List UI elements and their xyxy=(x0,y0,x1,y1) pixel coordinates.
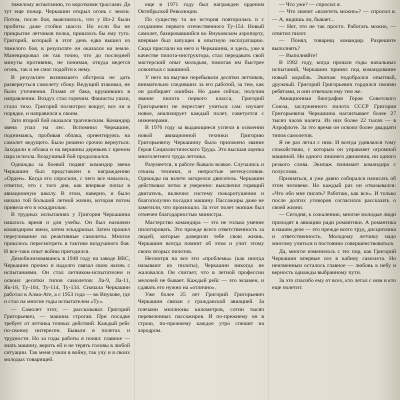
column-divider xyxy=(268,0,269,400)
paragraph: У него на выучке перебывали десятки летчиков, внимательно следивших за его работой, за тем, как он разбирает ошибки. Но даже сейчас, получив звание пилота первого класса, Григорий Григорьевич не перестает учиться сам: изучает новое, анализирует каждый полет, советуется с инженерами. xyxy=(138,74,264,124)
paragraph: По существу та же история повторилась и с созданием первого отечественного Ту-154. Новый самолет, базировавшийся во Внуковском аэропорту, впервые был запущен в опытную эксплуатацию. Сюда прислали на него и Черкашина, и здесь, уже в качестве пилота-инструктора, стал передавать свой мастерский опыт молодым, помогая им быстрее освоиться с машиной. xyxy=(138,16,264,74)
paragraph: В 1976 году за выдающиеся успехи в освоении новой авиационной техники Григорию Григорьевичу Черкашину было присвоено звание Героя Социалистического Труда. Это высшая оценка многолетнего труда летчика. xyxy=(138,125,264,161)
paragraph: — Самолет этот, — рассказывал Григорий Григорьевич, — машина строгая. При посадке требует от летчика точных действий. Каждый рейс по-своему интересен. Бывали в полетах и трудности. Но за годы работы я понял: главное — знать машину, верить ей и не терять головы в любой ситуации. Так меня учили в войну, так учу и я своих молодых товарищей. xyxy=(4,306,130,364)
paragraph: В трудных испытаниях у Григория Черкашина нашлось время и для учебы. Он был назначен командиром звена, затем эскадрильи. Затем прошел переучивание на реактивные самолеты. Многое пришлось пересмотреть в тактике воздушного боя. И все-таки опыт войны пригодился. xyxy=(4,212,130,255)
paragraph: Авиационная биография Героя Советского Союза, заслуженного пилота СССР Григория Григорьевича Черкашина насчитывает более 27 тысяч часов налета. Из них более 22 тысяч — в Аэрофлоте. За это время он освоил более двадцати типов самолетов. xyxy=(272,96,396,139)
paragraph: Однажды за боевой подвиг командир звена Черкашин был представлен к награждению «Орден». Когда его спросили, с чего все началось, ответил, что с того дня, как впервые попал в авиационную школу. В этом, наверно, и было начало той большой летной жизни, которая потом привела его в эскадрилью. xyxy=(4,161,130,211)
paragraph: Да, многое изменилось с тех пор, как Григорий Черкашин впервые сел в кабину самолета. Но неизменным осталось главное — любовь к небу и верность однажды выбранному пути. xyxy=(272,248,396,277)
paragraph: — Понял, товарищ командир. Разрешите выполнять? xyxy=(272,38,396,52)
paragraph: — Сегодня, к сожалению, многие молодые люди приходят в авиацию ради романтики. А романтика в нашем деле — это прежде всего труд, дисциплина и ответственность. Молодому летчику надо многому учиться и постоянно совершенствоваться. xyxy=(272,212,396,248)
paragraph: Уже более 25 лет Григорий Григорьевич Черкашин связан с гражданской авиацией. За плечами миллионы километров, сотни тысяч перевезенных пассажиров. И по-прежнему он в строю, по-прежнему каждое утро спешит на аэродром. xyxy=(138,292,264,335)
paragraph: Зато второй бой оказался трагическим. Командир звена упал на лес. Вспомнил Черкашин, поднимаясь, пробивая облака, ориентируясь на самолет ведущего. Было решено срочно вернуться. Заходили в облака и на вершины деревьев с креном пара исчезла. Воздушный бой продолжался. xyxy=(4,118,130,161)
paragraph: Мастерство командира — это не только умение пилотировать. Это прежде всего ответственность за людей, которые доверили тебе свою жизнь. Черкашин всегда помнит об этом и учит этому своих вторых пилотов. xyxy=(138,219,264,255)
paragraph: еще в 1971 году был награжден орденом Октябрьской Революции. xyxy=(138,2,264,16)
paragraph: — Что значит «взлететь можно»? — спросил я. — А, видишь ли, бывает... xyxy=(272,9,396,23)
text-column-middle xyxy=(138,2,264,400)
text-column-right xyxy=(272,2,396,400)
paragraph: — Выполняйте! xyxy=(279,52,318,59)
paragraph: В результате возникшего обстрела не дать развернуться самолету сбоку. Ведущий атаковал, не было уточнения. Пламя от бака, крушивших в направлении. Воздух стал горячим. Фашисты ушли, стало тихо. Григорий посмотрел вокруг, все ли в порядке, и направился к своим. xyxy=(4,74,130,117)
paragraph: Разумеется, в работе бывало всякое. Случались и отказы техники, и непростые метеоусловия. Однажды на взлете загорелся двигатель. Черкашин действовал четко и уверенно: выключил горящий двигатель, включил систему пожаротушения и благополучно посадил машину. Пассажиры даже не заметили, что произошло. За этот полет экипаж был отмечен благодарностью министра. xyxy=(138,161,264,219)
paragraph: — Что уже? — спросил я. xyxy=(279,2,341,8)
paragraph: За это спасибо ему от всех, кто летал с ним и кто еще полетит. xyxy=(272,277,396,291)
paragraph: Несмотря на все эти «проблемы» (как иногда называют их пилоты), Черкашин никогда не жаловался. Он считает, что в летной профессии мелочей не бывает. Каждый рейс — это экзамен, и сдавать его нужно на «отлично». xyxy=(138,255,264,291)
paragraph: Я не раз летал с ним. И всегда удивлялся тому спокойствию, с которым он управляет огромной машиной. Ни одного лишнего движения, ни одного резкого слова. Экипаж понимает командира с полуслова. xyxy=(272,139,396,175)
paragraph: В 1982 году, когда прошли годы начальных испытаний, Черкашин принял под командование новый корабль. Экипаж подобрался опытный, дружный. Григорий Григорьевич гордился своими ребятами, и они отвечали ему тем же. xyxy=(272,60,396,95)
paragraph: — Нет, это не так просто. Работать можно, — ответил пилот. xyxy=(272,23,396,37)
paragraph: Признаться, я уже давно собирался написать об этом человеке. Но каждый раз он отказывался: «Что обо мне писать? Работаю, как все». И только после долгих уговоров согласился рассказать о своей жизни. xyxy=(272,176,396,211)
column-divider xyxy=(134,0,135,400)
text-column-left xyxy=(4,2,130,400)
paragraph: Демобилизовавшись в 1948 году на заводе ВВС, Черкашин прочно и надолго связал свою жизнь с испытаниями. Он стал летчиком-испытателем и освоил десятки типов самолетов: Ла-9, Ла-11, Як-18, Ту-104, Ту-114, Ту-134. Сначала Черкашин работал в Алма-Ате, а с 1953 года — во Внукове, где и стал на многие годы испытателем «Ту». xyxy=(4,255,130,306)
paragraph: тяжелому испытанию, то короткими трассами. Да тут еще пожар. Черкашин открыл огонь с земли. Потом, после боя, выяснилось, что у Ил-2 были пробиты даже стойки шасси. Но если бы не прикрытие летчиков полка, пришлось бы ему туго. Григорий, который в этот день едва вышел из тяжелого боя, в результате он оказался на земле. Маневрировал он так точно, что до последней минуты противник, не понимая, откуда ведется огонь, так и не смог подойти к нему. xyxy=(4,2,130,74)
